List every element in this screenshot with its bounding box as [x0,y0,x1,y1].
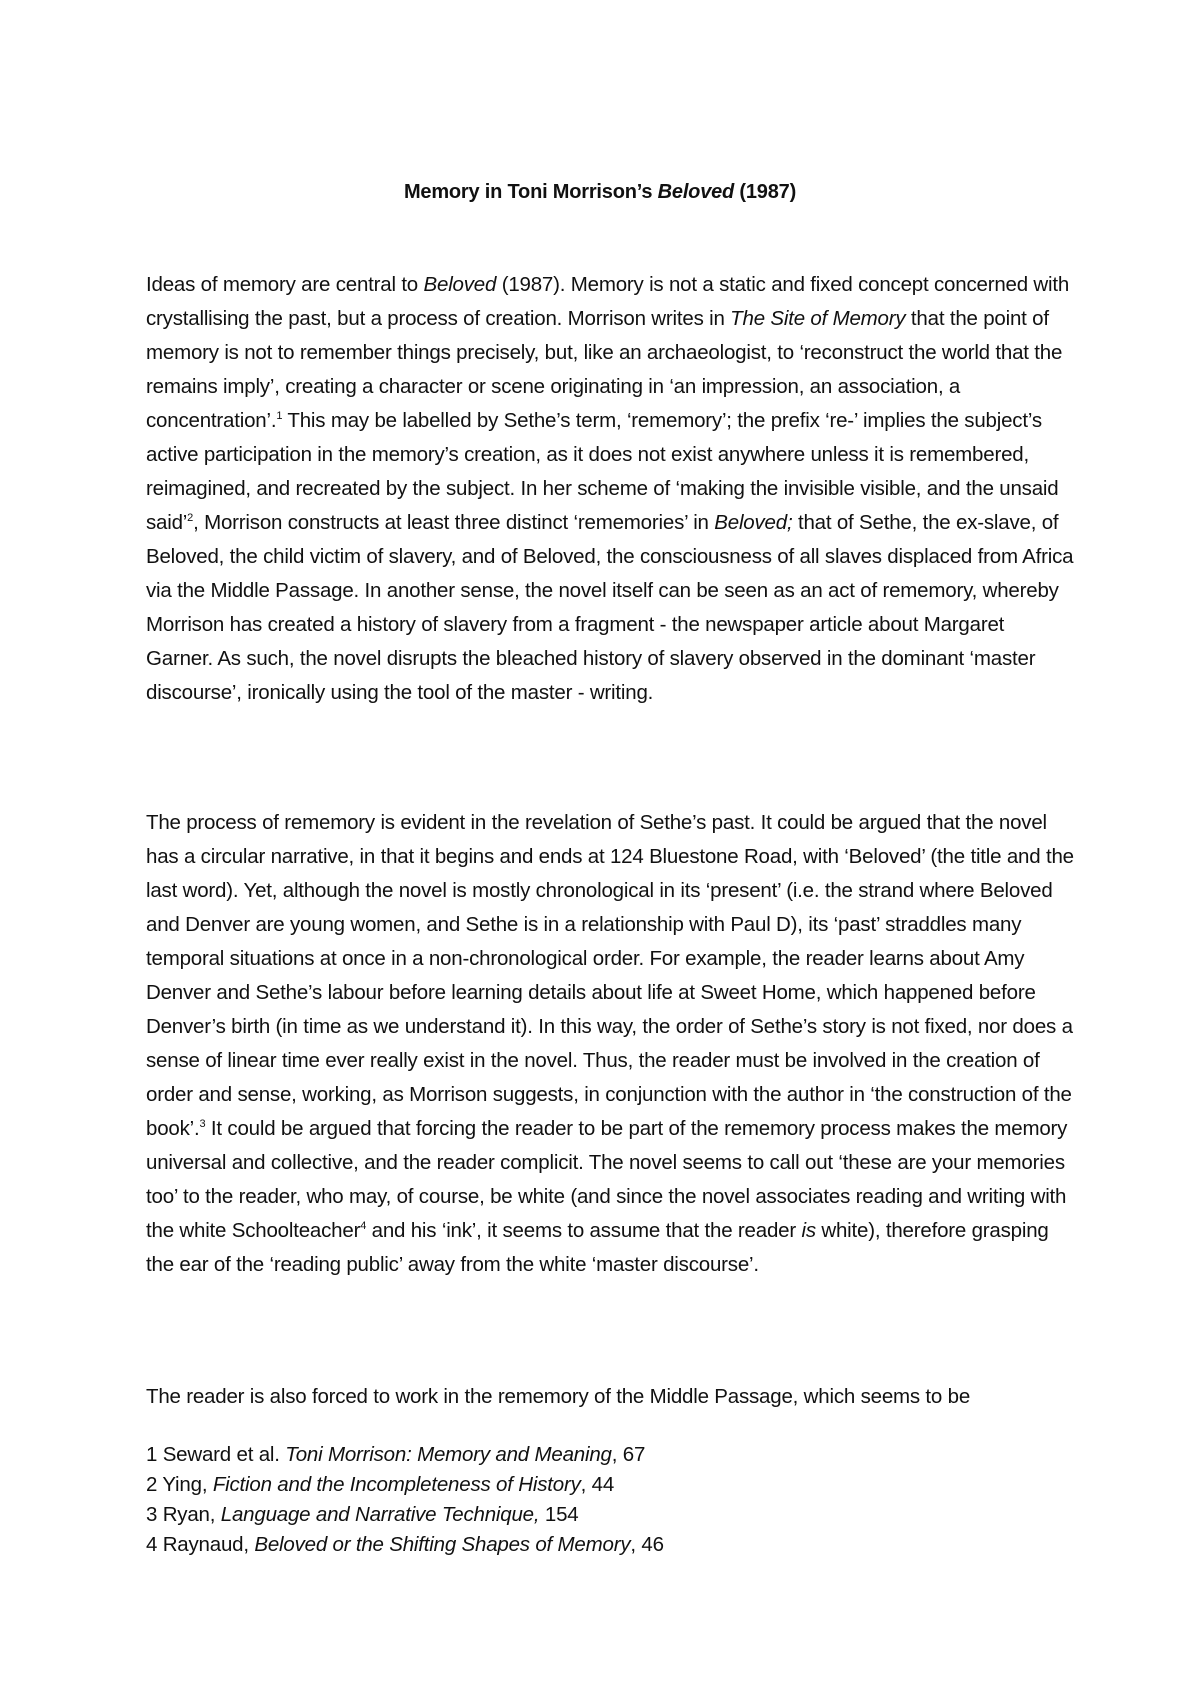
footnote-number: 3 [146,1503,158,1526]
title-italic-work: Beloved [657,181,735,203]
p1-italic-beloved-2: Beloved; [714,511,793,534]
footnote-work: Beloved or the Shifting Shapes of Memory [254,1533,631,1556]
footnote-page: , 44 [580,1473,615,1496]
document-title [0,178,1200,206]
p3-text-1: The reader is also forced to work in the rememory of the Middle Passage, which seems to be [146,1385,971,1408]
p2-text-3: and his ‘ink’, it seems to assume that the reader [366,1219,802,1242]
footnote-page: 154 [539,1503,579,1526]
paragraph-1 [146,268,1076,710]
footnote-3 [146,1500,1076,1530]
p2-text-4: white), therefore grasping the ear of the ‘reading public’ away from the white ‘master discourse’. [146,1219,1049,1276]
footnote-4 [146,1530,1076,1560]
footnote-ref-3: 3 [199,1118,206,1131]
footnote-work: Fiction and the Incompleteness of History [212,1473,581,1496]
footnote-2 [146,1470,1076,1500]
footnote-author: Ryan, [162,1503,221,1526]
footnote-author: Raynaud, [162,1533,255,1556]
title-prefix: Memory in Toni Morrison’s [403,181,658,203]
p2-text-1: The process of rememory is evident in the revelation of Sethe’s past. It could be argued that the novel has a circular narrative, in that it begins and ends at 124 Bluestone Road, with ‘Beloved’ (the title and the last word). Yet, although the novel is mostly chronological in its ‘present’ (i.e. the strand where Beloved and Denver are young women, and Sethe is in a relationship with Paul D), its ‘past’ straddles many temporal situations at once in a non-chronological order. For example, the reader learns about Amy Denver and Sethe’s labour before learning details about life at Sweet Home, which happened before Denver’s birth (in time as we understand it). In this way, the order of Sethe’s story is not fixed, nor does a sense of linear time ever really exist in the novel. Thus, the reader must be involved in the creation of order and sense, working, as Morrison suggests, in conjunction with the author in ‘the construction of the book’. [146,811,1074,1140]
p1-italic-beloved: Beloved [423,273,497,296]
p1-text-6: that of Sethe, the ex-slave, of Beloved, the child victim of slavery, and of Beloved, the consciousness of all slaves displaced from Africa via the Middle Passage. In another sense, the novel itself can be seen as an act of rememory, whereby Morrison has created a history of slavery from a fragment - the newspaper article about Margaret Garner. As such, the novel disrupts the bleached history of slavery observed in the dominant ‘master discourse’, ironically using the tool of the master - writing. [146,511,1074,704]
p1-italic-site-of-memory: The Site of Memory [730,307,906,330]
p1-text-2: (1987). Memory is not a static and fixed concept concerned with crystallising the past, but a process of creation. Morrison writes in [146,273,1070,330]
footnote-ref-4: 4 [360,1220,367,1233]
footnote-author: Seward et al. [162,1443,286,1466]
p2-text-2: It could be argued that forcing the reader to be part of the rememory process makes the memory universal and collective, and the reader complicit. The novel seems to call out ‘these are your memories too’ to the reader, who may, of course, be white (and since the novel associates reading and writing with the white Schoolteacher [146,1117,1068,1242]
footnote-work: Language and Narrative Technique, [220,1503,540,1526]
footnote-work: Toni Morrison: Memory and Meaning [285,1443,612,1466]
footnote-author: Ying, [162,1473,213,1496]
footnote-page: , 46 [630,1533,664,1556]
footnote-page: , 67 [611,1443,646,1466]
p1-text-3: that the point of memory is not to remember things precisely, but, like an archaeologist, to ‘reconstruct the world that the remains imply’, creating a character or scene originating in ‘an impression, an association, a concentration’. [146,307,1063,432]
p1-text-4: This may be labelled by Sethe’s term, ‘rememory’; the prefix ‘re-’ implies the subject’s active participation in the memory’s creation, as it does not exist anywhere unless it is remembered, reimagined, and recreated by the subject. In her scheme of ‘making the invisible visible, and the unsaid said’ [146,409,1059,534]
p2-italic-is: is [801,1219,816,1242]
p1-text-5: , Morrison constructs at least three distinct ‘rememories’ in [193,511,715,534]
footnote-number: 4 [146,1533,158,1556]
paragraph-3 [146,1380,1076,1414]
paragraph-2 [146,806,1076,1282]
footnote-ref-1: 1 [276,410,283,423]
footnote-number: 1 [146,1443,158,1466]
footnotes [146,1440,1076,1560]
footnote-ref-2: 2 [187,512,194,525]
title-suffix: (1987) [734,181,797,203]
p1-text-1: Ideas of memory are central to [146,273,424,296]
footnote-number: 2 [146,1473,158,1496]
footnote-1 [146,1440,1076,1470]
